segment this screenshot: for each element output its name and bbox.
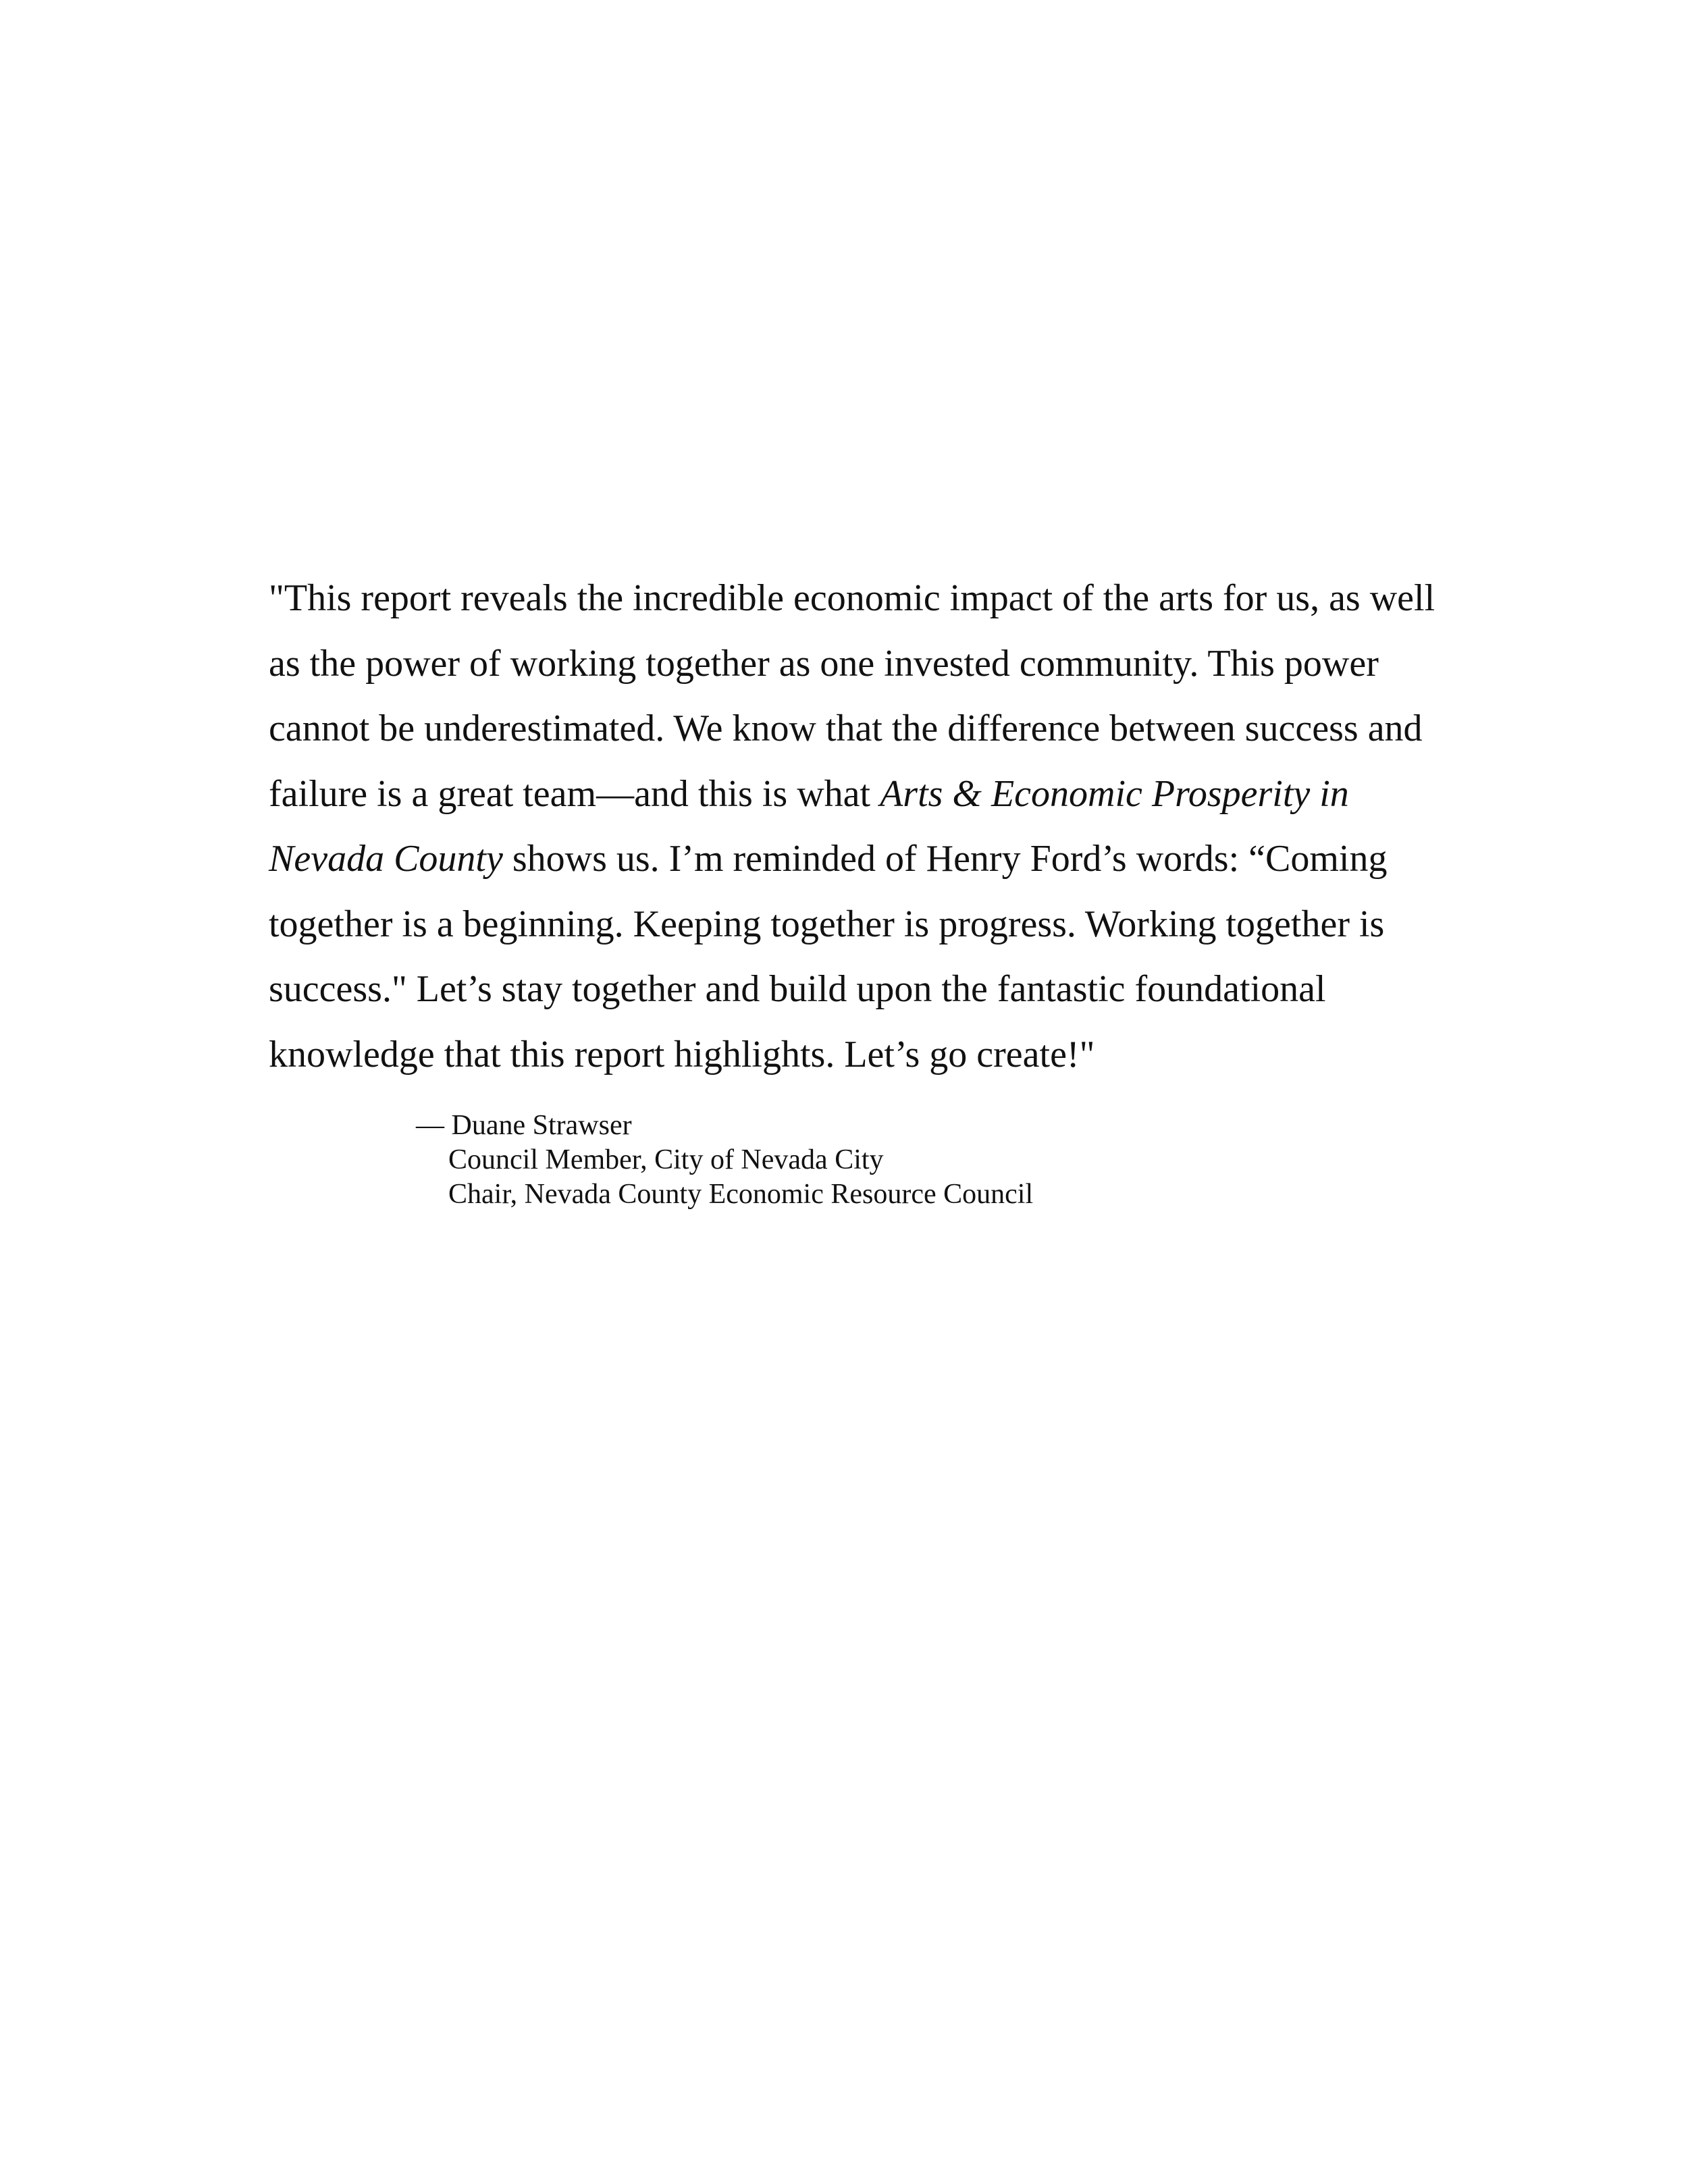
quote-line: together is a beginning. Keeping together is progress. Working together is	[269, 903, 1385, 945]
quote-line: as the power of working together as one invested community. This power	[269, 642, 1379, 685]
attribution-title: Chair, Nevada County Economic Resource Council	[448, 1179, 1034, 1210]
quote-line	[269, 826, 1471, 892]
attribution-name: — Duane Strawser	[416, 1110, 632, 1141]
quote-line: success." Let’s stay together and build upon the fantastic foundational	[269, 968, 1326, 1010]
quote-line: cannot be underestimated. We know that the difference between success and	[269, 708, 1423, 749]
quote-line: "This report reveals the incredible economic impact of the arts for us, as well	[269, 577, 1435, 619]
attribution-title: Council Member, City of Nevada City	[448, 1144, 884, 1175]
quote-attribution	[416, 1109, 1033, 1212]
quote-line	[269, 762, 1471, 827]
quote-text: failure is a great team—and this is what	[269, 772, 880, 815]
report-title-italic: Nevada County	[269, 838, 503, 880]
testimonial-quote	[269, 566, 1471, 1087]
quote-text: shows us. I’m reminded of Henry Ford’s words: “Coming	[502, 838, 1388, 880]
quote-line: knowledge that this report highlights. Let’s go create!"	[269, 1033, 1095, 1075]
report-title-italic: Arts & Economic Prosperity in	[880, 772, 1349, 815]
